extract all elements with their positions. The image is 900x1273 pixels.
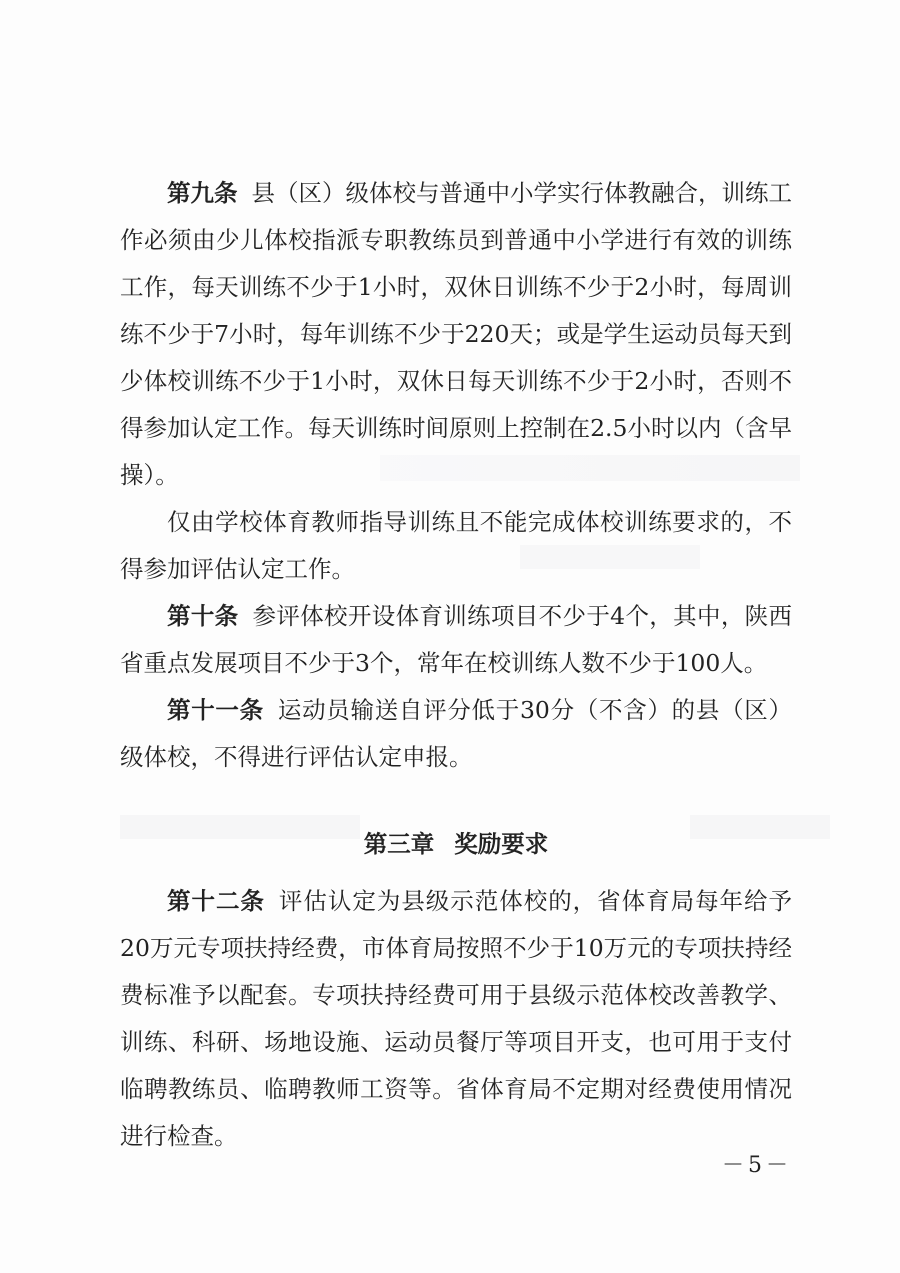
article-text: 运动员输送自评分低于30分（不含）的县（区）级体校，不得进行评估认定申报。 [120,696,793,771]
article-text: 县（区）级体校与普通中小学实行体教融合，训练工作必须由少儿体校指派专职教练员到普通中小学进行有效的训练工作，每天训练不少于1小时，双休日训练不少于2小时，每周训练不少于7小时，每年训练不少于220天；或是学生运动员每天到少体校训练不少于1小时，双休日每天训练不少于2小时，否则不得参加认定工作。每天训练时间原则上控制在2.5小时以内（含早操）。 [120,179,792,489]
chapter-title: 奖励要求 [454,830,549,858]
articles-block-2 [120,878,792,1160]
chapter-heading [120,821,792,868]
articles-block-1 [120,170,792,781]
article-text: 仅由学校体育教师指导训练且不能完成体校训练要求的，不得参加评估认定工作。 [120,508,792,583]
article-number: 第九条 [167,179,238,207]
article-number: 第十一条 [167,696,264,724]
chapter-number: 第三章 [363,830,435,858]
article-paragraph [120,170,792,499]
article-text: 参评体校开设体育训练项目不少于4个，其中，陕西省重点发展项目不少于3个，常年在校训练人数不少于100人。 [120,602,793,677]
article-paragraph [120,878,792,1160]
article-paragraph [120,499,792,593]
page-number: －5－ [722,1153,792,1178]
article-number: 第十二条 [167,887,265,915]
document-body [120,170,792,1160]
article-text: 评估认定为县级示范体校的，省体育局每年给予20万元专项扶持经费，市体育局按照不少于10万元的专项扶持经费标准予以配套。专项扶持经费可用于县级示范体校改善教学、训练、科研、场地设施、运动员餐厅等项目开支，也可用于支付临聘教练员、临聘教师工资等。省体育局不定期对经费使用情况进行检查。 [120,887,793,1150]
article-paragraph [120,687,792,781]
article-number: 第十条 [167,602,239,630]
article-paragraph [120,593,792,687]
